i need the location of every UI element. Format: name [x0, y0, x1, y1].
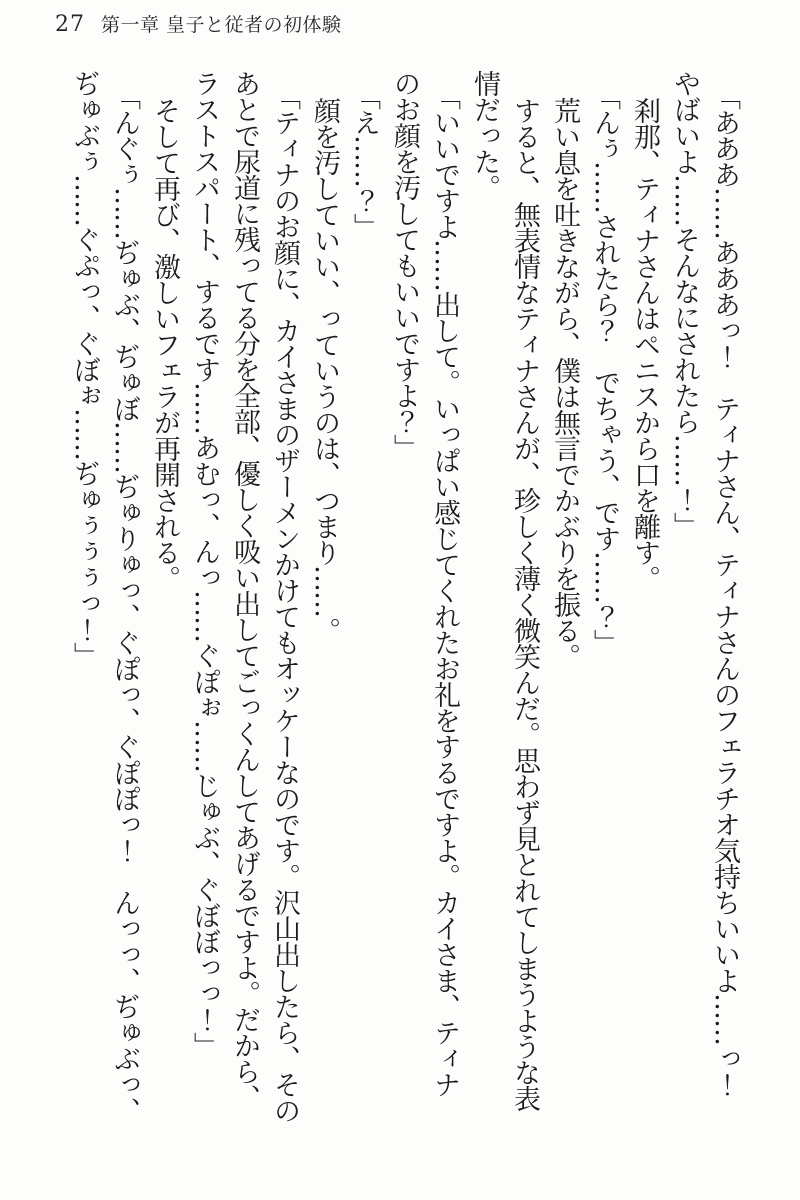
text-line: のお顔を汚してもいいですよ？」 [389, 70, 420, 460]
text-line: 「え……？」 [349, 83, 380, 239]
text-line: 「いいですよ……出して。いっぱい感じてくれたお礼をするですよ。カイさま、ティナ [429, 83, 460, 1097]
text-line: 荒い息を吐きながら、僕は無言でかぶりを振る。 [549, 97, 580, 669]
text-line: 刹那、ティナさんはペニスから口を離す。 [629, 97, 660, 591]
text-line: そして再び、激しいフェラが再開される。 [149, 97, 180, 591]
text-line: あとで尿道に残ってる分を全部、優しく吸い出してごっくんしてあげるですよ。だから、 [229, 70, 260, 1110]
text-body [44, 70, 744, 1178]
chapter-title: 第一章 皇子と従者の初体験 [101, 14, 342, 36]
running-head [55, 10, 342, 37]
text-line: 「あああ……あああっ！ ティナさん、ティナさんのフェラチオ気持ちいいよ……っ！ [709, 83, 740, 1097]
text-line: やばいよ……そんなにされたら……！」 [669, 70, 700, 538]
text-line: すると、無表情なティナさんが、珍しく薄く微笑んだ。思わず見とれてしまうような表 [509, 97, 540, 1111]
text-line: 「んぐぅ……ぢゅぶ、ぢゅぼ……ぢゅりゅっ、ぐぽっ、ぐぽぽっ！ んっっ、ぢゅぶっ、 [109, 83, 140, 1123]
text-line: ラストスパート、するです……あむっ、んっ……ぐぽぉ……じゅぶ、ぐぼぼっっ！」 [189, 70, 220, 1058]
text-line: 情だった。 [469, 70, 500, 200]
text-line: 「んぅ……されたら？ でちゃう、です……？」 [589, 83, 620, 655]
page-number: 27 [55, 12, 85, 37]
text-line: 顔を汚していい、っていうのは、つまり……。 [309, 97, 340, 643]
text-line: ぢゅぶぅ……ぐぷっ、ぐぼぉ……ぢゅぅぅぅっ！」 [69, 70, 100, 668]
text-line: 「ティナのお顔に、カイさまのザーメンかけてもオッケーなのです。沢山出したら、その [269, 83, 300, 1123]
